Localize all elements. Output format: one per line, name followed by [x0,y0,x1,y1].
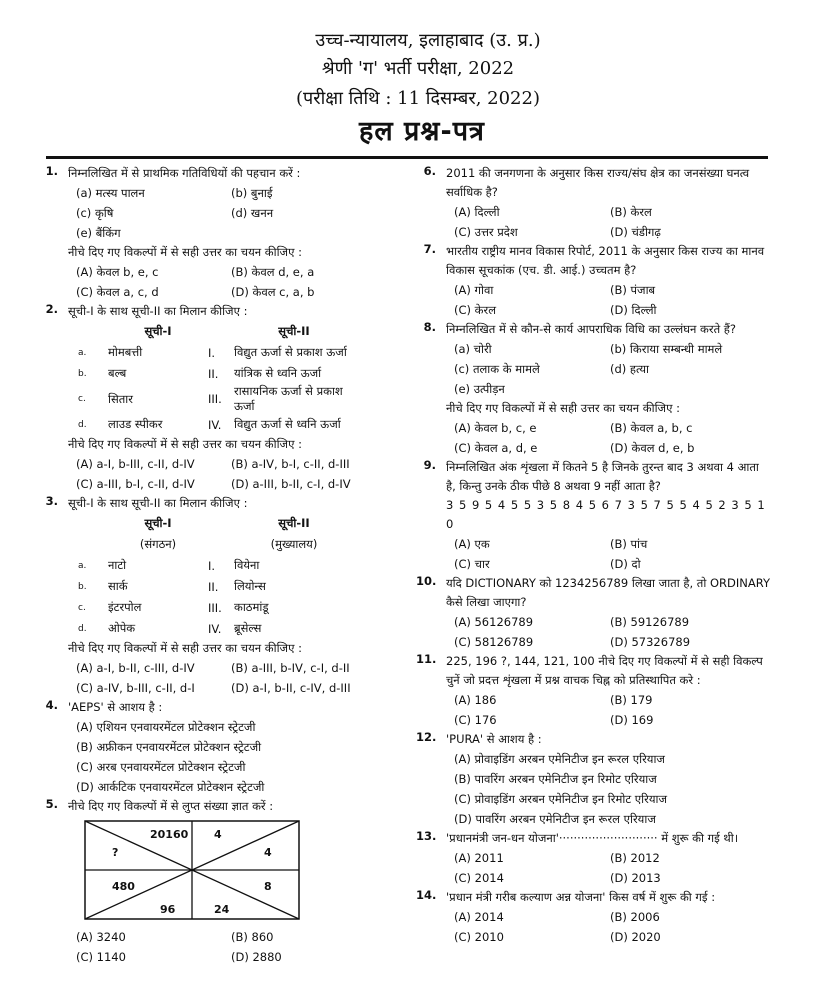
question-text: 'प्रधान मंत्री गरीब कल्याण अन्न योजना' किस वर्ष में शुरू की गई : [446,890,716,904]
question-text: भारतीय राष्ट्रीय मानव विकास रिपोर्ट, 2011 के अनुसार किस राज्य का मानव विकास सूचकांक (एच. डी. आई.) उच्चतम है? [446,244,765,277]
option-b[interactable]: (B) a-III, b-IV, c-I, d-II [231,661,350,675]
option-b[interactable]: (B) पावरिंग अरबन एमेनिटीज इन रिमोट एरियाज [454,772,657,786]
option-c[interactable]: (C) 1140 [76,950,126,964]
answer-options [454,690,770,730]
option-c[interactable]: (C) अरब एनवायरमेंटल प्रोटेक्शन स्ट्रेटजी [76,760,246,774]
answer-options [454,612,770,652]
number-figure [84,820,390,923]
answer-options [454,280,770,320]
question-number: 8. [423,320,436,334]
option-a[interactable]: (A) 3240 [76,930,126,944]
question-9 [423,458,770,574]
option-c[interactable]: (C) a-III, b-I, c-II, d-IV [76,477,195,491]
option-a[interactable]: (A) a-I, b-II, c-III, d-IV [76,661,195,675]
match-table [78,321,354,435]
option-a[interactable]: (A) प्रोवाइडिंग अरबन एमेनिटीज इन रूरल एरियाज [454,752,665,766]
question-text: 2011 की जनगणना के अनुसार किस राज्य/संघ क्षेत्र का जनसंख्या घनत्व सर्वाधिक है? [446,166,750,199]
question-number: 3. [45,494,58,508]
question-1 [45,164,390,302]
question-text: 'PURA' से आशय है : [446,732,542,746]
option-d[interactable]: (D) 2013 [610,871,661,885]
option-c[interactable]: (C) प्रोवाइडिंग अरबन एमेनिटीज इन रिमोट एरियाज [454,792,668,806]
match-row: c. इंटरपोल III. काठमांडू [78,600,269,615]
fig-cell: 4 [214,828,222,841]
statement-b: (b) बुनाई [231,186,273,200]
option-c[interactable]: (C) उत्तर प्रदेश [454,225,518,239]
match-row: b. सार्क II. लियोन्स [78,579,266,594]
option-a[interactable]: (A) a-I, b-III, c-II, d-IV [76,457,195,471]
match-table [78,513,354,639]
instruction: नीचे दिए गए विकल्पों में से सही उत्तर का चयन कीजिए : [68,245,302,259]
statement-a: (a) चोरी [454,342,492,356]
answer-options [76,454,390,494]
right-column [416,164,771,947]
question-4 [45,698,390,797]
question-number: 4. [45,698,58,712]
option-a[interactable]: (A) केवल b, e, c [76,265,159,279]
list-1-subheader: (संगठन) [139,537,177,551]
option-c[interactable]: (C) a-IV, b-III, c-II, d-I [76,681,195,695]
question-11 [416,652,770,730]
answer-options [76,262,390,302]
question-number: 10. [416,574,437,588]
question-text: यदि DICTIONARY को 1234256789 लिखा जाता है, तो ORDINARY कैसे लिखा जाएगा? [446,576,771,609]
option-b[interactable]: (B) केवल a, b, c [610,421,693,435]
option-a[interactable]: (A) एक [454,537,490,551]
question-number: 5. [45,797,58,811]
option-c[interactable]: (C) चार [454,557,490,571]
option-b[interactable]: (B) केरल [610,205,652,219]
question-number: 7. [423,242,436,256]
list-2-subheader: (मुख्यालय) [270,537,318,551]
option-a[interactable]: (A) गोवा [454,283,494,297]
option-b[interactable]: (B) a-IV, b-I, c-II, d-III [231,457,350,471]
question-3 [45,494,390,698]
option-a[interactable]: (A) दिल्ली [454,205,500,219]
option-d[interactable]: (D) a-I, b-II, c-IV, d-III [231,681,351,695]
question-number: 6. [423,164,436,178]
list-1-header: सूची-I [144,324,172,338]
fig-cell: 8 [264,880,272,893]
question-number: 1. [45,164,58,178]
list-1-header: सूची-I [144,516,172,530]
option-c[interactable]: (C) 58126789 [454,635,534,649]
option-d[interactable]: (D) 2020 [610,930,661,944]
page-header [0,28,816,150]
option-d[interactable]: (D) पावरिंग अरबन एमेनिटीज इन रूरल एरियाज [454,812,656,826]
fig-cell: ? [112,846,119,859]
left-column [45,164,390,967]
list-2-header: सूची-II [278,516,310,530]
question-12 [416,730,770,829]
question-text: 'प्रधानमंत्री जन-धन योजना'··························· में शुरू की गई थी। [446,831,739,845]
option-d[interactable]: (D) 169 [610,713,654,727]
question-5 [45,797,390,967]
option-c[interactable]: (C) 2014 [454,871,504,885]
option-d[interactable]: (D) 2880 [231,950,282,964]
statement-c: (c) तलाक के मामले [454,362,540,376]
option-a[interactable]: (A) 2011 [454,851,504,865]
match-row: a. मोमबत्ती I. विद्युत ऊर्जा से प्रकाश ऊर्जा [78,345,347,360]
header-divider [46,156,768,159]
page-title: हल प्रश्न-पत्र [359,116,485,147]
question-number: 14. [416,888,437,902]
match-row: d. लाउड स्पीकर IV. विद्युत ऊर्जा से ध्वनि ऊर्जा [78,417,341,432]
statement-d: (d) खनन [231,206,274,220]
question-text: सूची-I के साथ सूची-II का मिलान कीजिए : [68,496,248,510]
statements [454,339,770,379]
exam-date: (परीक्षा तिथि : 11 दिसम्बर, 2022) [296,88,540,109]
answer-options [454,202,770,242]
instruction: नीचे दिए गए विकल्पों में से सही उत्तर का चयन कीजिए : [68,641,302,655]
answer-options [454,848,770,888]
answer-options [76,927,390,967]
option-c[interactable]: (C) केवल a, c, d [76,285,159,299]
number-puzzle-diagram [84,820,300,920]
question-text: निम्नलिखित में से प्राथमिक गतिविधियों की पहचान करें : [68,166,301,180]
question-text: निम्नलिखित में से कौन-से कार्य आपराधिक विधि का उल्लंघन करते हैं? [446,322,736,336]
answer-options [454,418,770,458]
option-b[interactable]: (B) पांच [610,537,648,551]
fig-cell: 20160 [150,828,189,841]
fig-cell: 96 [160,903,176,916]
option-d[interactable]: (D) केवल d, e, b [610,441,695,455]
question-number: 13. [416,829,437,843]
question-number: 11. [416,652,437,666]
question-8 [423,320,770,458]
statement-d: (d) हत्या [610,362,650,376]
question-6 [423,164,770,242]
option-c[interactable]: (C) 2010 [454,930,504,944]
court-name: उच्च-न्यायालय, इलाहाबाद (उ. प्र.) [315,30,541,51]
option-a[interactable]: (A) एशियन एनवायरमेंटल प्रोटेक्शन स्ट्रेटजी [76,720,256,734]
match-row: a. नाटो I. वियेना [78,558,260,573]
number-series: 3 5 9 5 4 5 5 3 5 8 4 5 6 7 3 5 7 5 5 4 5 2 3 5 1 0 [446,498,766,531]
answer-options [76,658,390,698]
option-c[interactable]: (C) केरल [454,303,496,317]
answer-options [454,907,770,947]
option-b[interactable]: (B) 59126789 [610,615,690,629]
option-c[interactable]: (C) केवल a, d, e [454,441,538,455]
option-a[interactable]: (A) 56126789 [454,615,534,629]
option-b[interactable]: (B) पंजाब [610,283,656,297]
question-number: 9. [423,458,436,472]
question-number: 2. [45,302,58,316]
instruction: नीचे दिए गए विकल्पों में से सही उत्तर का चयन कीजिए : [68,437,302,451]
question-text: नीचे दिए गए विकल्पों में से लुप्त संख्या ज्ञात करें : [68,799,274,813]
match-row: c. सितार III. रासायनिक ऊर्जा से प्रकाश ऊर्जा [78,384,343,413]
option-d[interactable]: (D) 57326789 [610,635,691,649]
question-text: 'AEPS' से आशय है : [68,700,163,714]
statement-b: (b) किराया सम्बन्धी मामले [610,342,723,356]
question-text: सूची-I के साथ सूची-II का मिलान कीजिए : [68,304,248,318]
instruction: नीचे दिए गए विकल्पों में से सही उत्तर का चयन कीजिए : [446,401,680,415]
question-text: 225, 196 ?, 144, 121, 100 नीचे दिए गए विकल्पों में से सही विकल्प चुनें जो प्रदत्त शृंखला में प्रश्न वाचक चिह्न को प्रतिस्थापित करे : [446,654,763,687]
question-10 [416,574,771,652]
option-b[interactable]: (B) अफ्रीकन एनवायरमेंटल प्रोटेक्शन स्ट्रेटजी [76,740,262,754]
question-7 [423,242,770,320]
answer-options [454,534,770,574]
option-d[interactable]: (D) दो [610,557,641,571]
option-d[interactable]: (D) चंडीगढ़ [610,225,661,239]
option-b[interactable]: (B) केवल d, e, a [231,265,315,279]
statements [76,183,390,223]
option-d[interactable]: (D) केवल c, a, b [231,285,315,299]
option-a[interactable]: (A) 2014 [454,910,504,924]
match-row: d. ओपेक IV. ब्रूसेल्स [78,621,262,636]
option-b[interactable]: (B) 860 [231,930,274,944]
fig-cell: 480 [112,880,135,893]
question-13 [416,829,770,888]
statement-e: (e) बैंकिंग [76,226,121,240]
list-2-header: सूची-II [278,324,310,338]
fig-cell: 24 [214,903,230,916]
exam-name: श्रेणी 'ग' भर्ती परीक्षा, 2022 [321,58,515,79]
option-d[interactable]: (D) a-III, b-II, c-I, d-IV [231,477,351,491]
option-a[interactable]: (A) 186 [454,693,497,707]
option-d[interactable]: (D) दिल्ली [610,303,657,317]
question-number: 12. [416,730,437,744]
option-b[interactable]: (B) 179 [610,693,653,707]
match-row: b. बल्ब II. यांत्रिक से ध्वनि ऊर्जा [78,366,322,381]
option-d[interactable]: (D) आर्कटिक एनवायरमेंटल प्रोटेक्शन स्ट्रेटजी [76,780,265,794]
option-c[interactable]: (C) 176 [454,713,497,727]
question-text: निम्नलिखित अंक शृंखला में कितने 5 है जिनके तुरन्त बाद 3 अथवा 4 आता है, किन्तु उनके ठीक पीछे 8 अथवा 9 नहीं आता है? [446,460,759,493]
option-b[interactable]: (B) 2006 [610,910,660,924]
statement-e: (e) उत्पीड़न [454,382,505,396]
statement-c: (c) कृषि [76,206,114,220]
statement-a: (a) मत्स्य पालन [76,186,145,200]
option-b[interactable]: (B) 2012 [610,851,660,865]
question-2 [45,302,390,494]
question-14 [416,888,770,947]
fig-cell: 4 [264,846,272,859]
option-a[interactable]: (A) केवल b, c, e [454,421,537,435]
